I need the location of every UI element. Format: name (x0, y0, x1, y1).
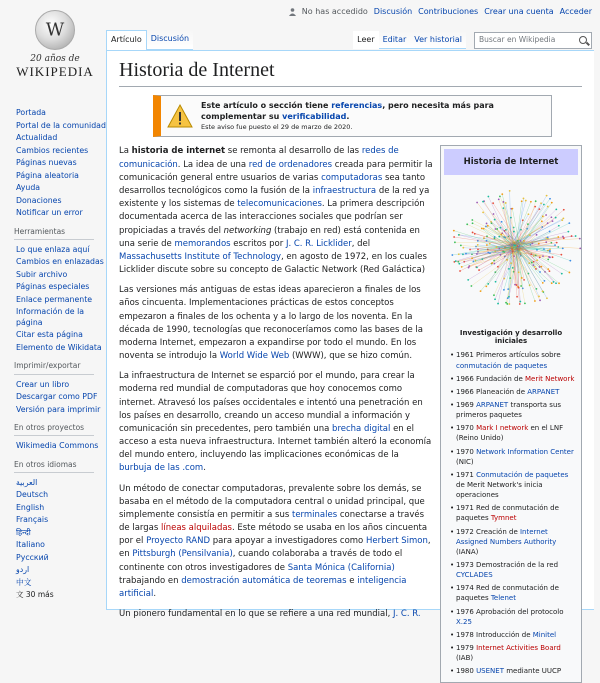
timeline-link[interactable]: conmutación de paquetes (456, 362, 547, 370)
sidebar-projects-heading: En otros proyectos (14, 423, 94, 436)
lang-it[interactable]: Italiano (16, 540, 45, 549)
sidebar-item-notificar[interactable]: Notificar un error (16, 208, 83, 217)
lang-zh[interactable]: 中文 (16, 578, 32, 587)
timeline-item (450, 423, 578, 443)
link-ia[interactable]: inteligencia artificial (119, 576, 407, 599)
search-placeholder: Buscar en Wikipedia (479, 35, 555, 44)
sidebar-item-citar[interactable]: Citar esta página (16, 330, 83, 339)
talk-link[interactable]: Discusión (374, 7, 412, 16)
timeline-year: 1970 (456, 424, 474, 432)
timeline-text: Aprobación del protocolo (474, 608, 564, 616)
link-red-ordenadores[interactable]: red de ordenadores (249, 160, 332, 170)
timeline-text: Demostración de la red (474, 561, 558, 569)
sidebar-languages-heading: En otros idiomas (14, 460, 94, 473)
puzzle-globe-icon: W (35, 10, 75, 50)
sidebar-tools (0, 227, 106, 354)
link-telecom[interactable]: telecomunicaciones (237, 199, 322, 209)
contributions-link[interactable]: Contribuciones (418, 7, 478, 16)
login-link[interactable]: Acceder (560, 7, 592, 16)
link-memorandos[interactable]: memorandos (174, 239, 230, 249)
sidebar-item-enlaza[interactable]: Lo que enlaza aquí (16, 245, 90, 254)
timeline-item (450, 630, 578, 640)
link-mit[interactable]: Massachusetts Institute of Technology (119, 252, 281, 262)
link-lineas-alquiladas[interactable]: líneas alquiladas (161, 523, 232, 533)
lang-hi[interactable]: हिन्दी (16, 528, 31, 537)
timeline-text: Creación de (474, 528, 520, 536)
sidebar-item-subir[interactable]: Subir archivo (16, 270, 67, 279)
timeline-tail: (NIC) (456, 458, 474, 466)
sidebar-tools-heading: Herramientas (14, 227, 94, 240)
timeline-link[interactable]: Merit Network (525, 375, 574, 383)
timeline-item (450, 470, 578, 500)
sidebar (0, 108, 106, 609)
timeline-link[interactable]: CYCLADES (456, 571, 493, 579)
link-burbuja[interactable]: burbuja de las .com (119, 463, 203, 473)
timeline-tail: (IANA) (456, 548, 478, 556)
link-simon[interactable]: Herbert Simon (366, 536, 428, 546)
timeline-text: Red de conmutación de paquetes (456, 504, 559, 522)
sidebar-print-heading: Imprimir/exportar (14, 361, 94, 374)
link-brecha[interactable]: brecha digital (332, 424, 390, 434)
timeline-text: Planeación de (474, 388, 527, 396)
timeline-year: 1966 (456, 388, 474, 396)
sidebar-item-aleatoria[interactable]: Página aleatoria (16, 171, 79, 180)
timeline-item (450, 447, 578, 467)
infobox-title: Historia de Internet (444, 149, 578, 175)
timeline-year: 1966 (456, 375, 474, 383)
notice-text: Este artículo o sección tiene referencias, pero necesita más para complementar su verificabilidad. Este aviso fue puesto el 29 de marzo de 2020. (201, 100, 545, 132)
timeline-year: 1961 (456, 351, 474, 359)
sidebar-item-wikidata[interactable]: Elemento de Wikidata (16, 343, 102, 352)
notice-date: Este aviso fue puesto el 29 de marzo de 2020. (201, 123, 545, 132)
timeline-list (444, 350, 578, 676)
namespace-tabs (106, 30, 193, 50)
sidebar-navigation (0, 108, 106, 219)
timeline-year: 1978 (456, 631, 474, 639)
timeline-item (450, 666, 578, 676)
sidebar-item-imprimir[interactable]: Versión para imprimir (16, 405, 100, 414)
timeline-item (450, 583, 578, 603)
sidebar-item-permanente[interactable]: Enlace permanente (16, 295, 92, 304)
tab-talk[interactable]: Discusión (147, 30, 193, 50)
timeline-year: 1971 (456, 504, 474, 512)
timeline-tail: transporta sus primeros paquetes (456, 401, 561, 419)
lang-en[interactable]: English (16, 503, 44, 512)
timeline-item (450, 503, 578, 523)
timeline-year: 1979 (456, 644, 474, 652)
link-licklider[interactable]: J. C. R. Licklider (286, 239, 352, 249)
timeline-item (450, 400, 578, 420)
timeline-link[interactable]: Internet Activities Board (476, 644, 561, 652)
sidebar-item-portal[interactable]: Portal de la comunidad (16, 121, 106, 130)
search-input[interactable] (474, 32, 592, 49)
not-logged-in-text: No has accedido (302, 7, 368, 16)
timeline-item (450, 527, 578, 557)
lang-ru[interactable]: Русский (16, 553, 49, 562)
timeline-item (450, 350, 578, 370)
logo-anniversary: 20 años de (0, 54, 110, 64)
article-content (106, 50, 594, 610)
paragraph-2: Las versiones más antiguas de estas ideas aparecieron a finales de los años cincuenta. Implementaciones prácticas de estos conceptos empezaron a finales de los ochenta y a lo largo de los noventa. En la década de 1990, tecnologías que reconoceríamos como las bases de la moderna Internet, empezaron a expandirse por todo el mundo. En los noventa se introdujo la World Wide Web (WWW), que se hizo común. (119, 284, 434, 363)
sidebar-item-donaciones[interactable]: Donaciones (16, 196, 62, 205)
timeline-text: Red de conmutación de paquetes (456, 584, 559, 602)
wikipedia-logo[interactable] (0, 0, 110, 100)
user-icon (289, 8, 296, 16)
logo-wordmark: WIKIPEDIA (0, 64, 110, 80)
paragraph-4: Un método de conectar computadoras, prevalente sobre los demás, se basaba en el método de la computadora central o unidad principal, que simplemente consistía en permitir a sus terminales conectarse a través de largas líneas alquiladas. Este método se usaba en los años cincuenta por el Proyecto RAND para apoyar a investigadores como Herbert Simon, en Pittsburgh (Pensilvania), cuando colaboraba a través de todo el continente con otros investigadores de Santa Mónica (California) trabajando en demostración automática de teoremas e inteligencia artificial. (119, 483, 434, 602)
timeline-tail: en el LNF (Reino Unido) (456, 424, 563, 442)
sidebar-item-pdf[interactable]: Descargar como PDF (16, 392, 98, 401)
paragraph-5: Un pionero fundamental en lo que se refiere a una red mundial, J. C. R. (119, 608, 434, 621)
timeline-link[interactable]: ARPANET (527, 388, 559, 396)
timeline-year: 1976 (456, 608, 474, 616)
sidebar-print (0, 361, 106, 415)
link-redes[interactable]: redes de comunicación (119, 146, 399, 169)
timeline-tail: (IAB) (456, 654, 473, 662)
tab-article[interactable]: Artículo (106, 30, 147, 50)
timeline-link[interactable]: X.25 (456, 618, 472, 626)
timeline-link[interactable]: ARPANET (476, 401, 508, 409)
timeline-link[interactable]: Mark I network (476, 424, 528, 432)
search-icon[interactable] (579, 36, 587, 44)
link-rand[interactable]: Proyecto RAND (146, 536, 210, 546)
sidebar-item-commons[interactable]: Wikimedia Commons (16, 441, 98, 450)
timeline-tail: de Merit Network's inicia operaciones (456, 481, 543, 499)
sidebar-projects (0, 423, 106, 452)
sidebar-item-actualidad[interactable]: Actualidad (16, 133, 57, 142)
timeline-link[interactable]: Telenet (491, 594, 516, 602)
link-teoremas[interactable]: demostración automática de teoremas (181, 576, 346, 586)
timeline-text: Primeros artículos sobre (474, 351, 561, 359)
sidebar-item-especiales[interactable]: Páginas especiales (16, 282, 89, 291)
timeline-item (450, 560, 578, 580)
timeline-year: 1969 (456, 401, 474, 409)
sidebar-languages (0, 460, 106, 601)
timeline-year: 1980 (456, 667, 474, 675)
infobox (440, 145, 582, 683)
timeline-year: 1972 (456, 528, 474, 536)
more-languages-button[interactable]: 文 30 más (16, 590, 106, 600)
internet-map-image[interactable] (444, 179, 578, 325)
tab-history[interactable]: Ver historial (410, 31, 466, 49)
tab-edit[interactable]: Editar (379, 31, 411, 49)
timeline-year: 1974 (456, 584, 474, 592)
link-licklider-2[interactable]: J. C. R. (393, 609, 421, 619)
link-www[interactable]: World Wide Web (220, 351, 290, 361)
sidebar-item-portada[interactable]: Portada (16, 108, 46, 117)
verifiability-notice (153, 95, 552, 137)
sidebar-item-cambios-enlazadas[interactable]: Cambios en enlazadas (16, 257, 104, 266)
lang-ur[interactable]: اردو (16, 565, 29, 574)
link-santa-monica[interactable]: Santa Mónica (California) (288, 563, 395, 573)
infobox-section-heading: Investigación y desarrollo iniciales (444, 329, 578, 345)
timeline-link[interactable]: Conmutación de paquetes (476, 471, 568, 479)
sidebar-item-paginas-nuevas[interactable]: Páginas nuevas (16, 158, 77, 167)
lang-ar[interactable]: العربية (16, 478, 37, 487)
timeline-text: Fundación de (474, 375, 525, 383)
lang-fr[interactable]: Français (16, 515, 48, 524)
link-computadoras[interactable]: computadoras (321, 173, 382, 183)
link-infraestructura[interactable]: infraestructura (313, 186, 376, 196)
timeline-link[interactable]: Tymnet (491, 514, 517, 522)
translate-icon: 文 (16, 590, 24, 599)
timeline-link[interactable]: Network Information Center (476, 448, 574, 456)
sidebar-item-informacion[interactable]: Información de la página (16, 307, 84, 327)
warning-icon (167, 104, 193, 128)
create-account-link[interactable]: Crear una cuenta (484, 7, 553, 16)
notice-link-verificabilidad[interactable]: verificabilidad (282, 112, 346, 121)
timeline-year: 1970 (456, 448, 474, 456)
timeline-link[interactable]: USENET (476, 667, 504, 675)
timeline-link[interactable]: Internet Assigned Numbers Authority (456, 528, 556, 546)
timeline-link[interactable]: Minitel (533, 631, 556, 639)
paragraph-3: La infraestructura de Internet se esparció por el mundo, para crear la moderna red mundial de computadoras que hoy conocemos como internet. Atravesó los países occidentales e intentó una penetración en los países en desarrollo, creando un acceso mundial a información y comunicación sin precedentes, pero también una brecha digital en el acceso a esta nueva infraestructura. Internet también alteró la economía del mundo entero, incluyendo las implicaciones económicas de la burbuja de las .com. (119, 370, 434, 475)
paragraph-1: La historia de internet se remonta al desarrollo de las redes de comunicación. La idea de una red de ordenadores creada para permitir la comunicación general entre usuarios de varias computadoras sea tanto desarrollos tecnológicos como la fusión de la infraestructura de la red ya existente y los sistemas de telecomunicaciones. La primera descripción documentada acerca de las interacciones sociales que podrían ser propiciadas a través del networking (trabajo en red) está contenida en una serie de memorandos escritos por J. C. R. Licklider, del Massachusetts Institute of Technology, en agosto de 1972, en los cuales Licklider discute sobre su concepto de Galactic Network (Red Galáctica) (119, 145, 434, 277)
lang-de[interactable]: Deutsch (16, 490, 48, 499)
timeline-year: 1973 (456, 561, 474, 569)
timeline-year: 1971 (456, 471, 474, 479)
timeline-item (450, 607, 578, 627)
sidebar-item-libro[interactable]: Crear un libro (16, 380, 69, 389)
timeline-item (450, 643, 578, 663)
tab-read[interactable]: Leer (353, 31, 378, 49)
timeline-item (450, 374, 578, 384)
timeline-item (450, 387, 578, 397)
timeline-tail: mediante UUCP (504, 667, 561, 675)
article-body (119, 145, 434, 683)
page-title: Historia de Internet (119, 59, 582, 87)
sidebar-item-cambios[interactable]: Cambios recientes (16, 146, 88, 155)
view-tabs (353, 30, 592, 50)
sidebar-item-ayuda[interactable]: Ayuda (16, 183, 40, 192)
personal-tools (289, 7, 592, 16)
link-pittsburgh[interactable]: Pittsburgh (Pensilvania) (132, 549, 232, 559)
link-terminales[interactable]: terminales (292, 510, 337, 520)
timeline-text: Introducción de (474, 631, 533, 639)
notice-link-referencias[interactable]: referencias (331, 101, 382, 110)
